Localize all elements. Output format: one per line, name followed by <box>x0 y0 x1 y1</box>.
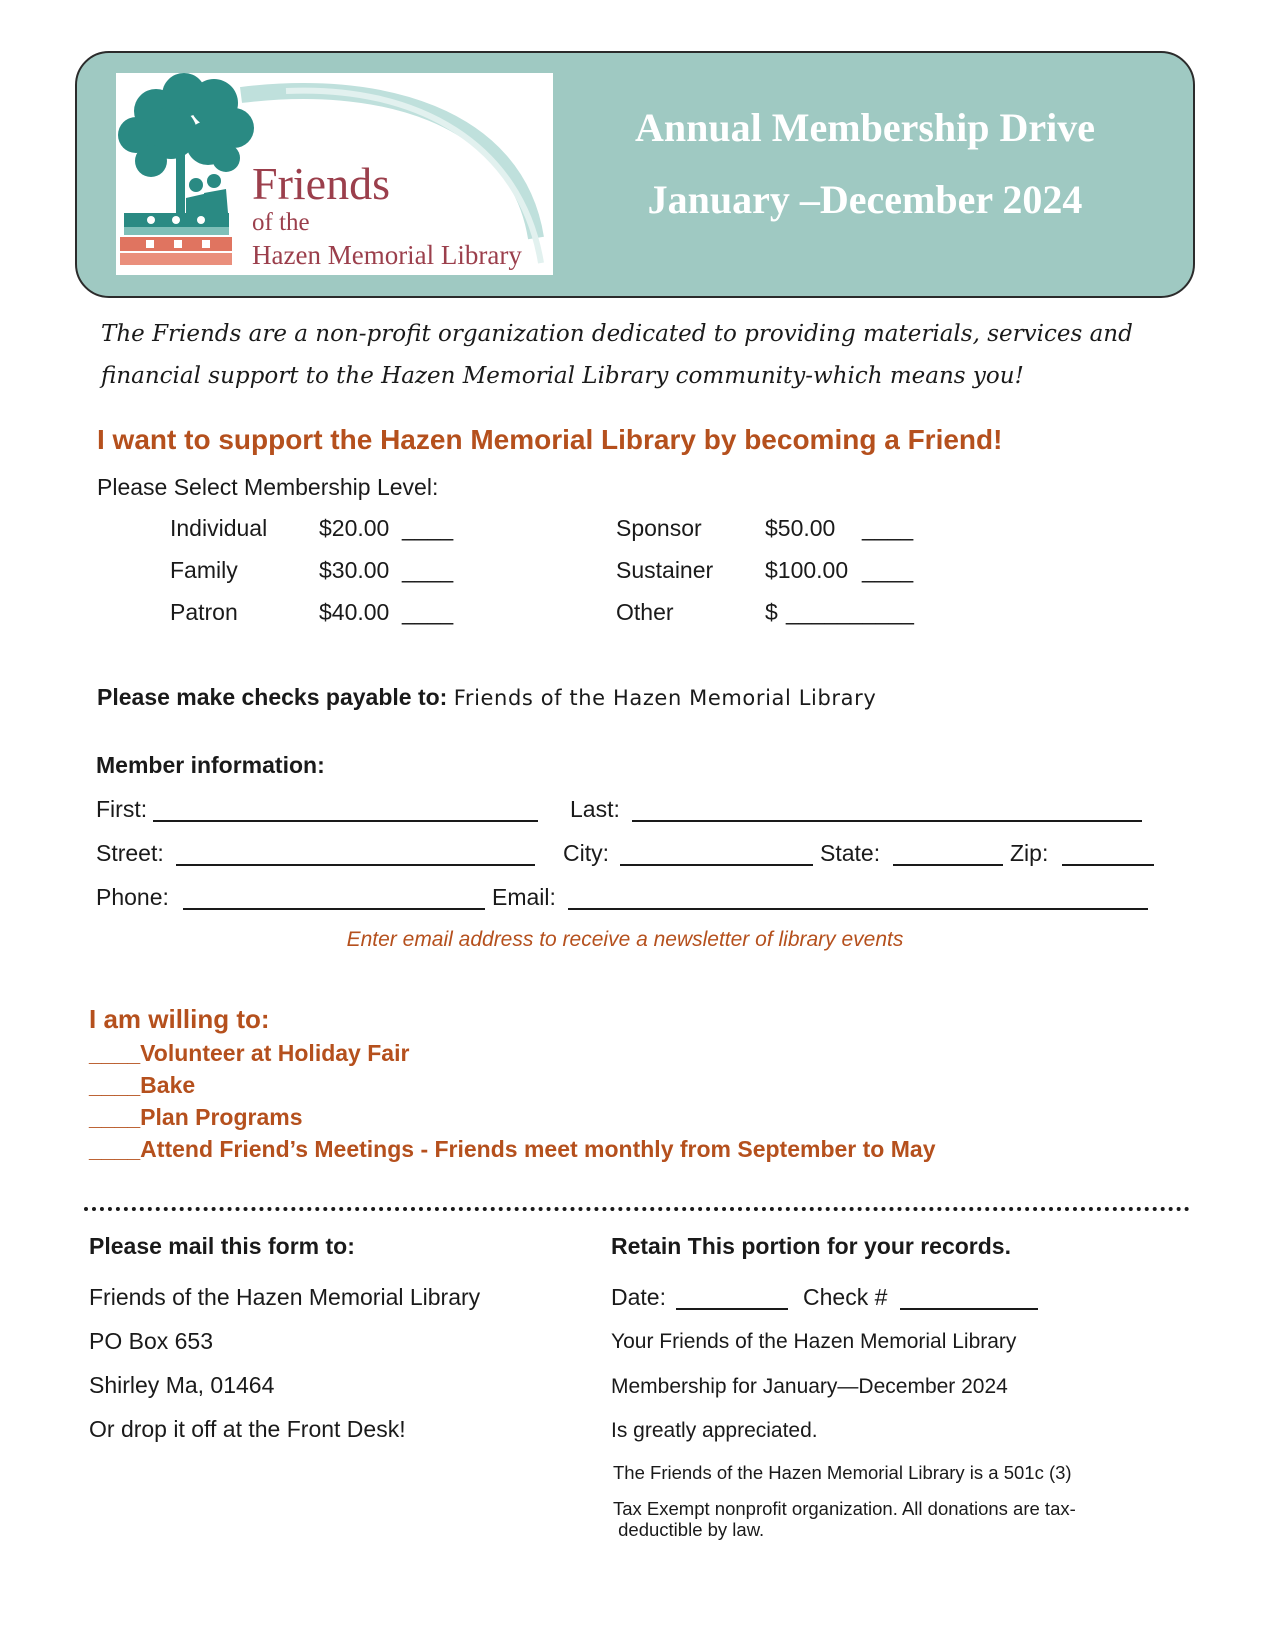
willing-option[interactable] <box>89 1072 195 1099</box>
mail-heading: Please mail this form to: <box>89 1233 355 1259</box>
city-label: City: <box>563 840 609 866</box>
mail-address-line: Friends of the Hazen Memorial Library <box>89 1284 481 1310</box>
tax-status-line: deductible by law. <box>613 1519 765 1540</box>
email-note: Enter email address to receive a newsletter of library events <box>346 928 904 951</box>
retain-line: Membership for January—December 2024 <box>611 1375 1008 1398</box>
banner-dates: January –December 2024 <box>647 177 1083 222</box>
banner-title: Annual Membership Drive <box>635 105 1095 150</box>
willing-label: Plan Programs <box>140 1104 303 1130</box>
level-amount: $40.00 <box>319 599 390 625</box>
willing-label: Volunteer at Holiday Fair <box>140 1040 410 1066</box>
cut-line-divider <box>84 1207 1190 1211</box>
willing-heading: I am willing to: <box>89 1004 270 1034</box>
other-amount-blank[interactable]: __________ <box>786 599 914 625</box>
city-field[interactable] <box>620 864 813 866</box>
first-name-field[interactable] <box>153 820 538 822</box>
retain-line: Your Friends of the Hazen Memorial Library <box>611 1330 1017 1353</box>
level-name: Individual <box>170 515 268 541</box>
member-info-heading: Member information: <box>96 752 325 778</box>
zip-field[interactable] <box>1062 864 1154 866</box>
level-name: Sustainer <box>616 557 714 583</box>
level-amount: $100.00 <box>765 557 849 583</box>
tax-status-line: The Friends of the Hazen Memorial Library is a 501c (3) <box>613 1462 1072 1483</box>
level-checkbox-blank[interactable]: ____ <box>402 515 454 541</box>
level-amount: $30.00 <box>319 557 390 583</box>
level-checkbox-blank[interactable]: ____ <box>402 599 454 625</box>
checks-payee: Friends of the Hazen Memorial Library <box>453 686 877 710</box>
mail-address-line: Shirley Ma, 01464 <box>89 1372 275 1398</box>
email-label: Email: <box>492 884 556 910</box>
street-field[interactable] <box>176 864 535 866</box>
phone-field[interactable] <box>183 908 485 910</box>
check-number-label: Check # <box>803 1284 888 1310</box>
last-name-label: Last: <box>570 796 620 822</box>
level-checkbox-blank[interactable]: ____ <box>862 557 914 583</box>
willing-blank[interactable]: ____ <box>89 1040 141 1066</box>
level-amount: $ <box>765 599 778 625</box>
willing-blank[interactable]: ____ <box>89 1072 141 1098</box>
logo-friends-text: Friends <box>252 158 390 209</box>
check-number-field[interactable] <box>900 1308 1038 1310</box>
level-amount: $20.00 <box>319 515 390 541</box>
phone-label: Phone: <box>96 884 169 910</box>
mail-address-line: Or drop it off at the Front Desk! <box>89 1416 406 1442</box>
logo-of-the-text: of the <box>252 209 310 236</box>
state-field[interactable] <box>893 864 1003 866</box>
level-amount: $50.00 <box>765 515 836 541</box>
level-name: Other <box>616 599 674 625</box>
street-label: Street: <box>96 840 164 866</box>
level-checkbox-blank[interactable]: ____ <box>402 557 454 583</box>
intro-line-1: The Friends are a non-profit organization dedicated to providing materials, services and <box>101 321 1133 347</box>
willing-label: Bake <box>140 1072 196 1098</box>
last-name-field[interactable] <box>632 820 1142 822</box>
mail-address-line: PO Box 653 <box>89 1328 214 1354</box>
checks-payable <box>97 684 876 711</box>
select-level-label: Please Select Membership Level: <box>97 474 439 500</box>
zip-label: Zip: <box>1010 840 1049 866</box>
willing-blank[interactable]: ____ <box>89 1136 141 1162</box>
logo-library-text: Hazen Memorial Library <box>252 240 522 270</box>
level-name: Sponsor <box>616 515 702 541</box>
willing-option[interactable] <box>89 1040 409 1067</box>
tax-status-line: Tax Exempt nonprofit organization. All donations are tax- <box>613 1498 1076 1519</box>
retain-line: Is greatly appreciated. <box>611 1419 818 1442</box>
intro-line-2: financial support to the Hazen Memorial Library community-which means you! <box>101 363 1024 389</box>
date-label: Date: <box>611 1284 666 1310</box>
level-checkbox-blank[interactable]: ____ <box>862 515 914 541</box>
willing-option[interactable] <box>89 1136 935 1163</box>
email-field[interactable] <box>568 908 1148 910</box>
intro-text <box>101 313 1201 397</box>
willing-label: Attend Friend’s Meetings - Friends meet monthly from September to May <box>140 1136 936 1162</box>
first-name-label: First: <box>96 796 148 822</box>
support-heading: I want to support the Hazen Memorial Library by becoming a Friend! <box>97 424 1003 455</box>
willing-blank[interactable]: ____ <box>89 1104 141 1130</box>
retain-heading: Retain This portion for your records. <box>611 1233 1011 1259</box>
level-name: Patron <box>170 599 238 625</box>
date-field[interactable] <box>676 1308 788 1310</box>
checks-label: Please make checks payable to: <box>97 684 448 710</box>
willing-option[interactable] <box>89 1104 303 1131</box>
level-name: Family <box>170 557 238 583</box>
state-label: State: <box>820 840 881 866</box>
